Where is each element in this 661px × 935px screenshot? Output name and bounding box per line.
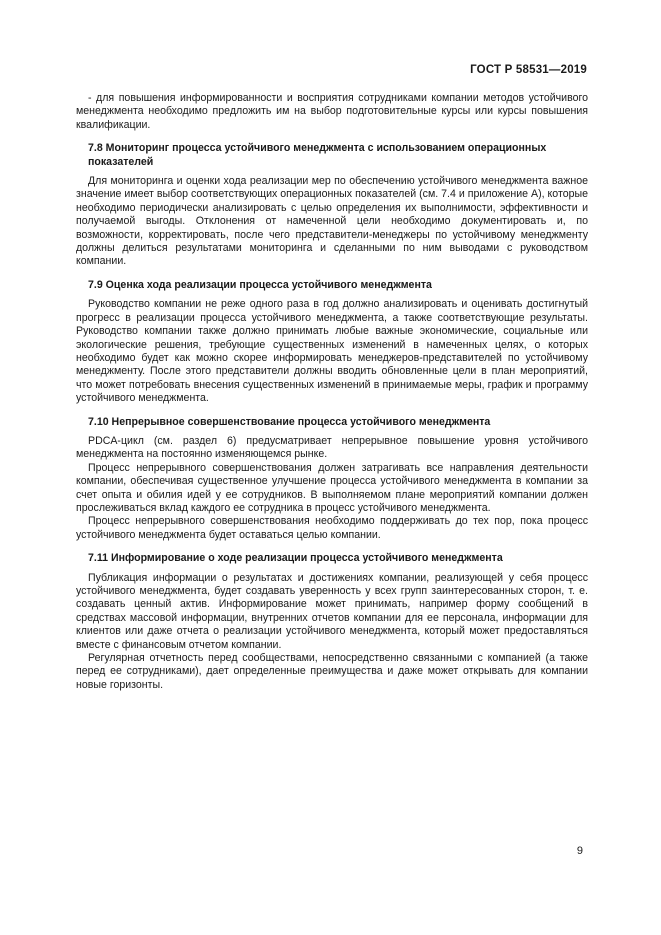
section-7-9-paragraph: Руководство компании не реже одного раза в год должно анализировать и оценивать достигнутый прогресс в реализации процесса устойчивого менеджмента, а также соответствующие результаты. Руководство компании также должно принимать любые важные экономические, социальные или экологические решения, требующие существенных изменений в намеченных целях, о которых необходимо будет как можно скорее информировать менеджеров-представителей по устойчивому менеджменту. После этого представители должны вводить обновленные цели в план мероприятий, что может потребовать внесения существенных изменений в принимаемые меры, график и программу устойчивого менеджмента. xyxy=(76,298,588,405)
section-heading-7-9: 7.9 Оценка хода реализации процесса устойчивого менеджмента xyxy=(88,278,432,291)
section-heading-7-8: 7.8 Мониторинг процесса устойчивого менеджмента с использованием операционных показателей xyxy=(88,142,547,168)
section-heading-7-10: 7.10 Непрерывное совершенствование процесса устойчивого менеджмента xyxy=(88,415,491,428)
intro-paragraph: - для повышения информированности и восприятия сотрудниками компании методов устойчивого менеджмента необходимо предложить им на выбор подготовительные курсы или курсы повышения квалификации. xyxy=(76,92,588,131)
section-7-8-paragraph: Для мониторинга и оценки хода реализации мер по обеспечению устойчивого менеджмента важное значение имеет выбор соответствующих операционных показателей (см. 7.4 и приложение А), которые необходимо периодически анализировать с целью определения их выполнимости, эффективности и получаемой выгоды. Отклонения от намеченной цели необходимо документировать и, по возможности, корректировать, после чего представители-менеджеры по устойчивому менеджменту должны делиться результатами мониторинга и сделанными по ним выводами с руководством компании. xyxy=(76,175,588,268)
section-7-10-paragraph-2: Процесс непрерывного совершенствования должен затрагивать все направления деятельности компании, обеспечивая существенное улучшение процесса устойчивого менеджмента в компании за счет опыта и обилия идей у ее сотрудников. В выполняемом плане мероприятий компании должен прослеживаться вклад каждого ее сотрудника в процесс устойчивого менеджмента. xyxy=(76,461,588,514)
section-7-11-paragraph-2: Регулярная отчетность перед сообществами, непосредственно связанными с компанией (а также перед ее сотрудниками), дает определенные преимущества и даже может открывать для компании новые горизонты. xyxy=(76,652,588,691)
section-heading-7-11: 7.11 Информирование о ходе реализации процесса устойчивого менеджмента xyxy=(88,552,503,565)
section-7-10-paragraph-1: PDCA-цикл (см. раздел 6) предусматривает непрерывное повышение уровня устойчивого менеджмента на постоянно изменяющемся рынке. xyxy=(76,434,588,461)
page-number: 9 xyxy=(576,845,583,857)
section-7-11-paragraph-1: Публикация информации о результатах и достижениях компании, реализующей у себя процесс устойчивого менеджмента, будет создавать уверенность у всех групп заинтересованных сторон, т. е. создавать ценный актив. Информирование может принимать, например форму сообщений в средствах массовой информации, внутренних отчетов компании для ее персонала, информации для клиентов или даже отчета о реализации устойчивого менеджмента, который может предоставляться вместе с финансовым отчетом компании. xyxy=(76,571,588,651)
document-id-header: ГОСТ Р 58531—2019 xyxy=(470,64,587,76)
document-body xyxy=(76,92,588,692)
section-7-10-paragraph-3: Процесс непрерывного совершенствования необходимо поддерживать до тех пор, пока процесс устойчивого менеджмента будет оставаться целью компании. xyxy=(76,515,588,541)
